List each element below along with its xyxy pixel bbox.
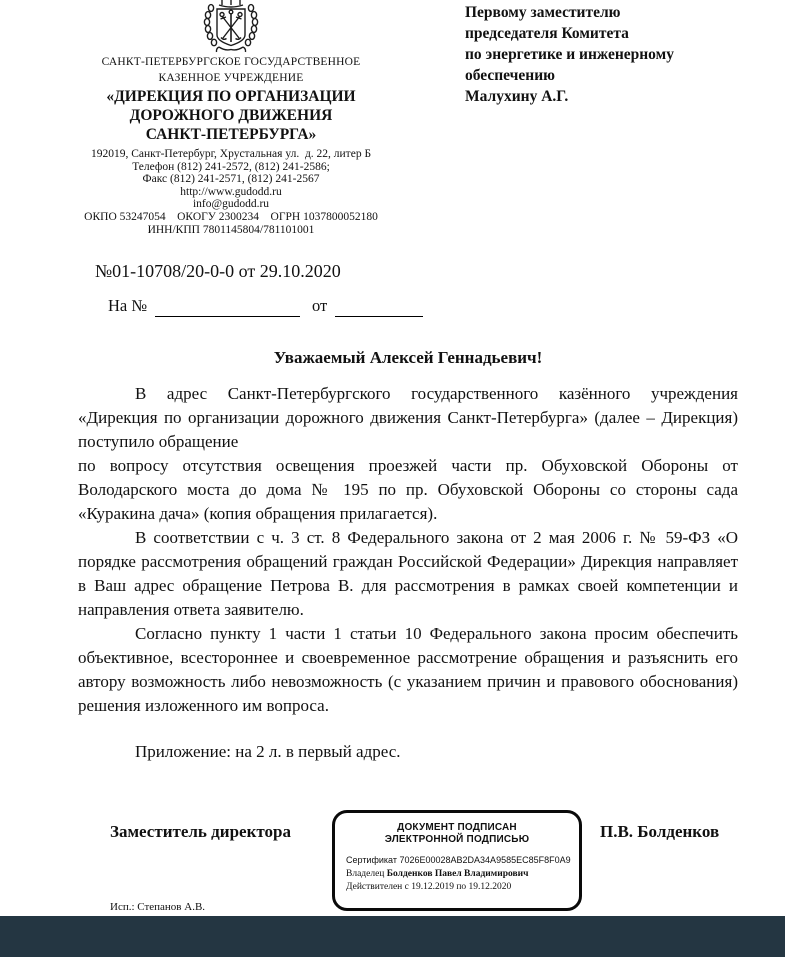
recipient-line: Первому заместителю xyxy=(465,4,621,21)
letterhead xyxy=(42,0,420,236)
stamp-title xyxy=(346,822,568,845)
paragraph-1a: В адрес Санкт-Петербургского государственного казённого учреждения «Дирекция по организации дорожного движения Санкт-Петербурга» (далее – Дирекция) поступило обращение xyxy=(78,384,738,451)
stamp-owner-value: Болденков Павел Владимирович xyxy=(386,868,529,879)
recipient-block xyxy=(465,2,765,107)
reply-date-label: от xyxy=(312,296,328,315)
stamp-title-line-2: ЭЛЕКТРОННОЙ ПОДПИСЬЮ xyxy=(384,833,530,845)
signature-position: Заместитель директора xyxy=(110,822,291,841)
recipient-line: по энергетике и инженерному xyxy=(465,46,674,63)
reply-date-blank xyxy=(335,316,423,317)
executor-line: Исп.: Степанов А.В. xyxy=(110,901,206,913)
address-line: 192019, Санкт-Петербург, Хрустальная ул. д. 22, литер Б xyxy=(90,148,372,160)
spb-coat-of-arms-icon xyxy=(192,0,270,54)
recipient-line: обеспечению xyxy=(465,67,555,84)
inn-kpp-line: ИНН/КПП 7801145804/781101001 xyxy=(147,223,315,236)
fax-line: Факс (812) 241-2571, (812) 241-2567 xyxy=(142,173,320,186)
org-name-line-2: ДОРОЖНОГО ДВИЖЕНИЯ xyxy=(129,107,333,124)
paragraph-3: Согласно пункту 1 части 1 статьи 10 Федерального закона просим обеспечить объективное, всестороннее и своевременное рассмотрение обращения и разъяснить его автору возможность либо невозможность (с указанием причин и правового обоснования) решения изложенного им вопроса. xyxy=(78,624,738,715)
org-name-line-1: «ДИРЕКЦИЯ ПО ОРГАНИЗАЦИИ xyxy=(106,88,356,105)
reply-reference-row xyxy=(108,296,528,322)
stamp-owner xyxy=(346,868,568,882)
stamp-certificate-label: Сертификат xyxy=(346,855,397,865)
recipient-line: председателя Комитета xyxy=(465,25,629,42)
document-number: №01-10708/20-0-0 от 29.10.2020 xyxy=(95,261,341,281)
salutation: Уважаемый Алексей Геннадьевич! xyxy=(273,348,543,367)
stamp-validity: Действителен с 19.12.2019 по 19.12.2020 xyxy=(346,882,512,892)
paragraph-1b: по вопросу отсутствия освещения проезжей части пр. Обуховской Обороны от Володарского моста до дома № 195 по пр. Обуховской Обороны со стороны сада «Куракина дача» (копия обращения прилагается). xyxy=(78,456,738,523)
stamp-certificate xyxy=(346,854,571,868)
letterhead-contacts xyxy=(42,148,420,236)
codes-line: ОКПО 53247054 ОКОГУ 2300234 ОГРН 1037800052180 xyxy=(84,210,378,223)
stamp-details xyxy=(346,854,571,895)
org-name xyxy=(42,87,420,144)
paragraph-2: В соответствии с ч. 3 ст. 8 Федерального закона от 2 мая 2006 г. № 59-ФЗ «О порядке рассмотрения обращений граждан Российской Федерации» Дирекция направляет в Ваш адрес обращение Петрова В. для рассмотрения в рамках своей компетенции и направления ответа заявителю. xyxy=(78,528,738,619)
letter-body xyxy=(78,346,738,764)
reply-number-label: На № xyxy=(108,296,148,315)
recipient-line: Малухину А.Г. xyxy=(465,88,569,105)
org-name-line-3: САНКТ-ПЕТЕРБУРГА» xyxy=(145,126,317,143)
stamp-owner-label: Владелец xyxy=(346,868,385,879)
stamp-certificate-value: 7026E00028AB2DA34A9585EC85F8F0A9 xyxy=(399,855,571,865)
signatory-name: П.В. Болденков xyxy=(600,822,720,841)
reply-number-blank xyxy=(155,316,300,317)
footer-bar xyxy=(0,916,785,957)
org-type-line-2: КАЗЕННОЕ УЧРЕЖДЕНИЕ xyxy=(158,71,304,84)
website-line: http://www.gudodd.ru xyxy=(180,185,282,198)
org-type-line-1: САНКТ-ПЕТЕРБУРГСКОЕ ГОСУДАРСТВЕННОЕ xyxy=(101,56,361,68)
attachment-line: Приложение: на 2 л. в первый адрес. xyxy=(135,742,401,761)
phone-line: Телефон (812) 241-2572, (812) 241-2586; xyxy=(132,160,330,173)
stamp-title-line-1: ДОКУМЕНТ ПОДПИСАН xyxy=(397,822,517,833)
email-line: info@gudodd.ru xyxy=(192,198,270,211)
electronic-signature-stamp xyxy=(332,810,582,911)
